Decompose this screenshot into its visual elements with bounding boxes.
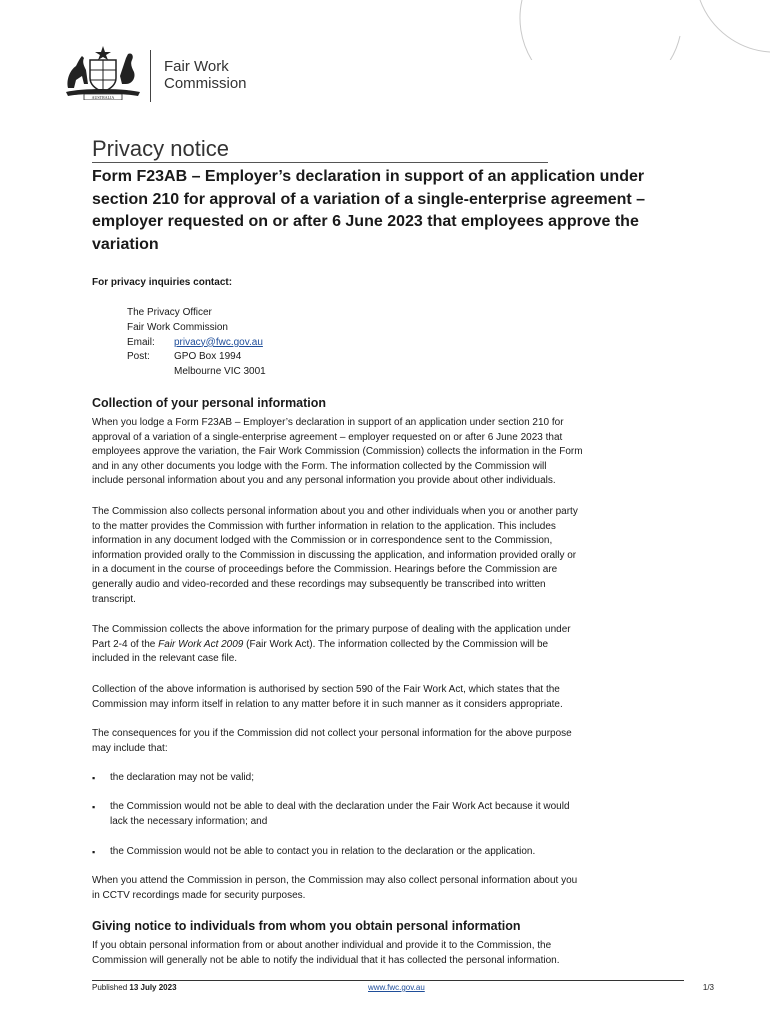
form-title-line: section 210 for approval of a variation of a single-enterprise agreement – xyxy=(92,190,646,208)
text-line: The consequences for you if the Commission did not collect your personal information for the above purpose xyxy=(92,728,572,739)
collection-paragraph-6 xyxy=(92,874,682,903)
text-segment: Part 2-4 of the xyxy=(92,638,159,650)
org-line-2: Commission xyxy=(164,75,247,92)
published-value: 13 July 2023 xyxy=(129,983,177,992)
contact-name: The Privacy Officer xyxy=(127,307,212,318)
text-line: generally audio and video-recorded and these recordings may subsequently be transcribed into written xyxy=(92,578,546,590)
notice-title: Privacy notice xyxy=(92,136,548,163)
post-line-2: Melbourne VIC 3001 xyxy=(174,366,266,378)
text-line: in CCTV recordings made for security purposes. xyxy=(92,889,306,901)
text-segment: (Fair Work Act). The information collected by the Commission will be xyxy=(243,638,549,650)
text-line: lack the necessary information; and xyxy=(110,815,268,827)
collection-paragraph-3 xyxy=(92,623,682,667)
text-line: information provided orally to the Commission in discussing the application, and information provided orally or xyxy=(92,549,577,561)
giving-notice-heading: Giving notice to individuals from whom you obtain personal information xyxy=(92,919,521,933)
form-title-line: variation xyxy=(92,235,159,253)
text-line: Collection of the above information is authorised by section 590 of the Fair Work Act, which states that the xyxy=(92,684,560,695)
text-line: the Commission would not be able to contact you in relation to the declaration or the application. xyxy=(110,846,536,857)
list-item xyxy=(92,771,682,786)
collection-paragraph-1 xyxy=(92,416,682,489)
text-line: Commission may inform itself in relation to any matter before it in such manner as it considers appropriate. xyxy=(92,698,563,710)
text-line: When you lodge a Form F23AB – Employer’s declaration in support of an application under section 210 for xyxy=(92,417,564,428)
crest-motto: AUSTRALIA xyxy=(91,95,115,100)
collection-paragraph-2 xyxy=(92,505,682,607)
text-line: information in any document lodged with the Commission or in correspondence sent to the Commission, xyxy=(92,535,553,547)
contact-heading: For privacy inquiries contact: xyxy=(92,277,233,288)
collection-paragraph-5 xyxy=(92,727,682,756)
footer-divider xyxy=(92,980,684,981)
email-label: Email: xyxy=(127,336,155,348)
form-title-line: Form F23AB – Employer’s declaration in support of an application under xyxy=(92,168,645,185)
website-link[interactable]: www.fwc.gov.au xyxy=(368,983,425,992)
header-divider xyxy=(150,50,151,102)
header xyxy=(62,44,362,104)
post-line-1: GPO Box 1994 xyxy=(174,351,242,363)
text-line: the Commission would not be able to deal with the declaration under the Fair Work Act because it would xyxy=(110,801,570,812)
contact-post-row-2 xyxy=(127,365,266,380)
text-line: include personal information about you and any personal information you provide about other individuals. xyxy=(92,475,556,487)
list-item xyxy=(92,845,682,860)
giving-notice-paragraph xyxy=(92,939,682,968)
bullet-icon: ▪ xyxy=(92,802,96,812)
collection-paragraph-4 xyxy=(92,683,682,712)
text-line: When you attend the Commission in person, the Commission may also collect personal information about you xyxy=(92,875,578,886)
text-line: employees approve the variation, the Fair Work Commission (Commission) collects the information in the Form xyxy=(92,446,583,458)
published-label: Published xyxy=(92,983,128,992)
decorative-arcs xyxy=(500,0,770,60)
published-date xyxy=(92,983,177,992)
text-line: may include that: xyxy=(92,742,168,754)
text-line: Commission will generally not be able to notify the individual that it has collected the personal information. xyxy=(92,954,560,966)
text-line: in a document in the course of proceedings before the Commission. Hearings before the Commission are xyxy=(92,564,558,576)
list-item xyxy=(92,800,682,829)
text-line: The Commission also collects personal information about you and other individuals when you or another party xyxy=(92,506,578,517)
text-line: approval of a variation of a single-enterprise agreement – employer requested on or after 6 June 2023 that xyxy=(92,431,563,443)
contact-org: Fair Work Commission xyxy=(127,321,228,333)
text-line: the declaration may not be valid; xyxy=(110,772,254,783)
text-line: The Commission collects the above information for the primary purpose of dealing with the application under xyxy=(92,624,571,635)
form-title-line: employer requested on or after 6 June 2023 that employees approve the xyxy=(92,213,639,230)
text-line: If you obtain personal information from or about another individual and provide it to the Commission, the xyxy=(92,940,552,951)
page-number: 1/3 xyxy=(702,983,714,992)
coat-of-arms-logo xyxy=(62,44,142,100)
text-line: transcript. xyxy=(92,593,136,605)
org-line-1: Fair Work xyxy=(164,58,229,75)
text-line: to the matter provides the Commission with further information in relation to the application. This includes xyxy=(92,520,556,532)
organisation-name xyxy=(164,58,247,92)
bullet-icon: ▪ xyxy=(92,847,96,857)
text-line: and in any other documents you lodge with the Form. The information collected by the Commission will xyxy=(92,460,547,472)
bullet-icon: ▪ xyxy=(92,773,96,783)
post-label: Post: xyxy=(127,351,150,363)
email-link[interactable]: privacy@fwc.gov.au xyxy=(174,336,263,348)
form-title xyxy=(92,166,692,256)
contact-block xyxy=(127,306,266,380)
contact-post-row xyxy=(127,350,266,365)
act-title: Fair Work Act 2009 xyxy=(158,638,244,650)
text-line: included in the relevant case file. xyxy=(92,653,238,665)
collection-heading: Collection of your personal information xyxy=(92,396,327,410)
text-line xyxy=(92,638,682,653)
contact-email-row xyxy=(127,336,266,351)
